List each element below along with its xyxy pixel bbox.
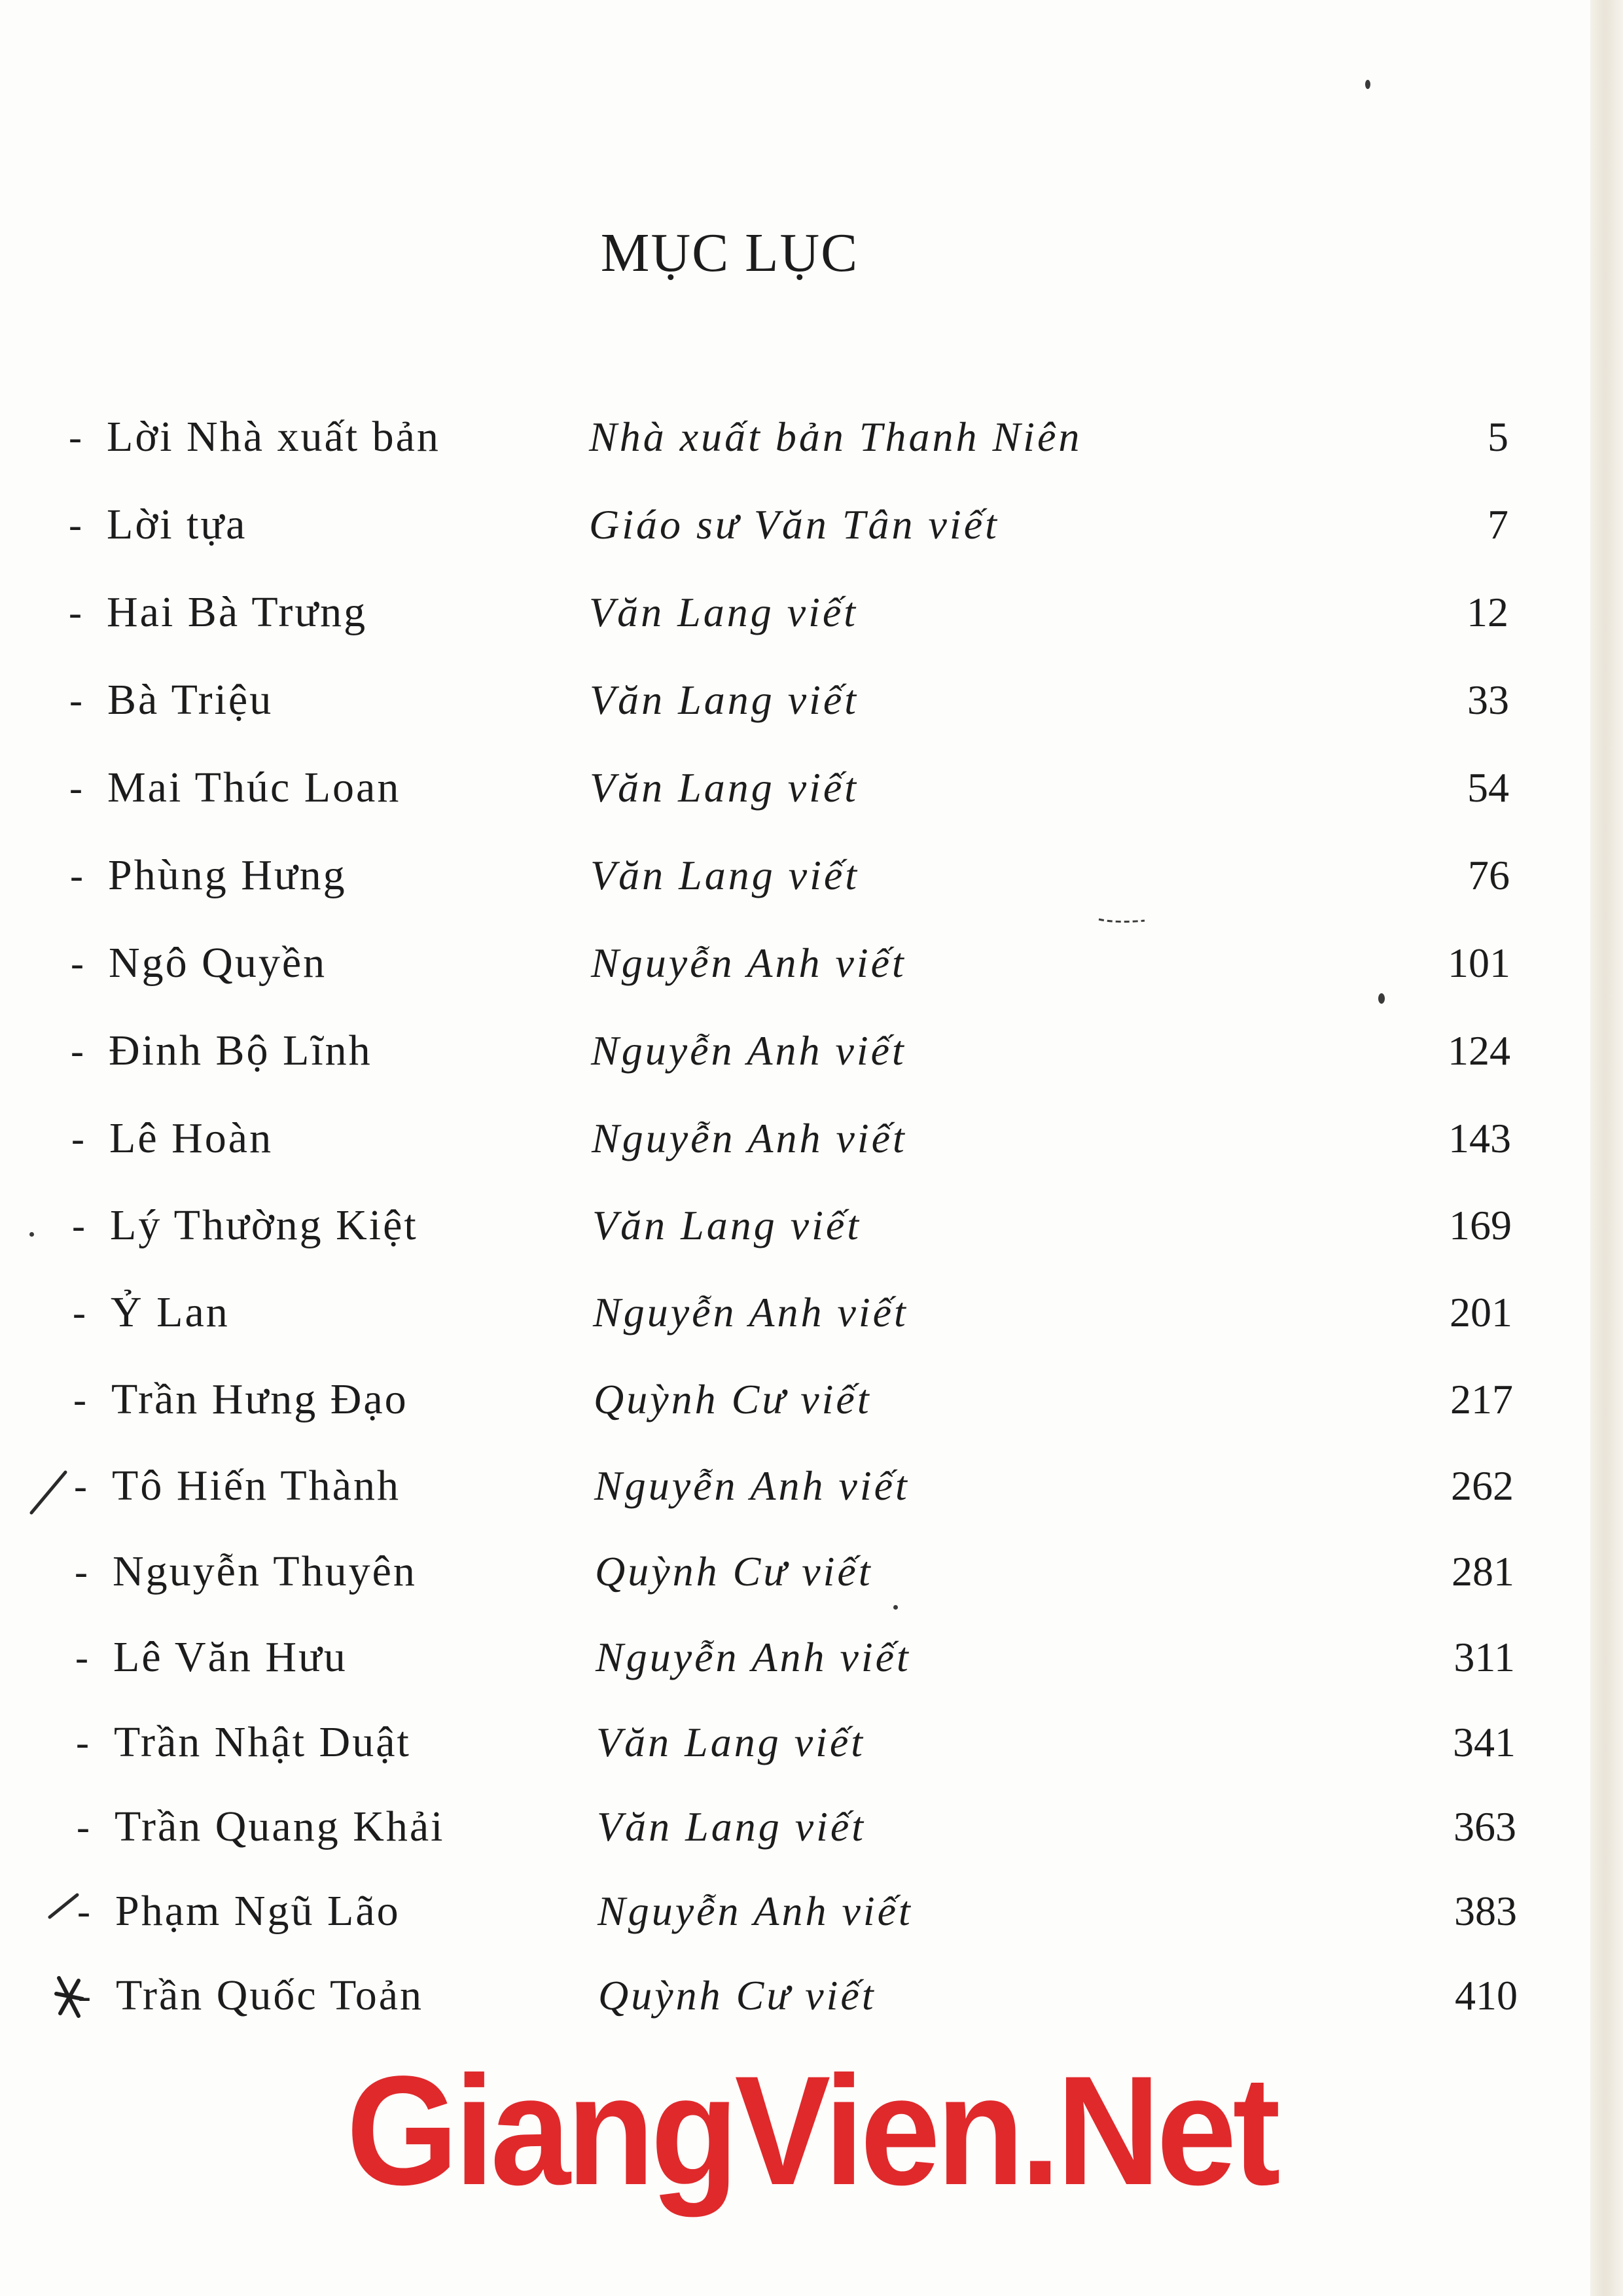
toc-entry-page: 12 [1467, 589, 1508, 635]
toc-entry-author: Văn Lang viết [589, 589, 859, 635]
toc-dash: - [71, 942, 84, 985]
toc-entry-title: Nguyễn Thuyên [113, 1547, 417, 1595]
toc-row [69, 667, 1509, 733]
toc-dash: - [69, 503, 82, 546]
toc-entry-page: 54 [1467, 764, 1509, 811]
toc-entry-author: Văn Lang viết [590, 764, 859, 811]
toc-entry-title: Lê Hoàn [109, 1114, 274, 1162]
toc-entry-author: Nguyễn Anh viết [593, 1289, 908, 1335]
toc-dash: - [75, 1550, 88, 1593]
toc-row [72, 1193, 1512, 1258]
ink-speck [1365, 80, 1370, 89]
toc-dash: - [69, 766, 82, 809]
toc-row [71, 1018, 1510, 1084]
toc-row [77, 1794, 1516, 1860]
toc-entry-author: Văn Lang viết [596, 1719, 866, 1765]
toc-dash: - [71, 1117, 84, 1160]
toc-entry-author: Văn Lang viết [597, 1803, 866, 1850]
toc-row [69, 755, 1509, 821]
toc-entry-page: 201 [1450, 1289, 1512, 1335]
toc-dash: - [69, 679, 82, 722]
toc-entry-author: Giáo sư Văn Tân viết [589, 501, 999, 548]
toc-dash: - [72, 1204, 85, 1247]
toc-entry-page: 124 [1448, 1027, 1510, 1074]
toc-entry-page: 169 [1449, 1202, 1512, 1248]
toc-entry-page: 363 [1454, 1803, 1516, 1850]
toc-entry-title: Đinh Bộ Lĩnh [109, 1027, 372, 1074]
toc-row [71, 930, 1510, 996]
toc-entry-page: 410 [1455, 1972, 1518, 2019]
toc-row [69, 492, 1508, 557]
toc-row [71, 1106, 1511, 1171]
toc-row [75, 1539, 1514, 1604]
toc-entry-title: Phạm Ngũ Lão [115, 1887, 401, 1935]
toc-entry-author: Nguyễn Anh viết [591, 940, 906, 986]
toc-entry-page: 341 [1453, 1719, 1516, 1765]
toc-entry-author: Văn Lang viết [590, 677, 859, 723]
toc-entry-title: Ngô Quyền [109, 939, 327, 987]
toc-entry-title: Bà Triệu [107, 676, 274, 724]
toc-entry-author: Nguyễn Anh viết [591, 1027, 906, 1074]
toc-dash: - [75, 1636, 88, 1679]
toc-row [75, 1625, 1515, 1690]
ink-smudge [1096, 913, 1149, 926]
toc-entry-author: Văn Lang viết [592, 1202, 862, 1248]
ink-speck [893, 1605, 898, 1610]
toc-dash: - [78, 1974, 91, 2017]
toc-entry-title: Trần Hưng Đạo [111, 1375, 408, 1423]
toc-entry-author: Nguyễn Anh viết [594, 1462, 910, 1509]
toc-entry-title: Lý Thường Kiệt [110, 1201, 418, 1249]
toc-row [69, 404, 1508, 470]
toc-entry-author: Văn Lang viết [590, 852, 860, 898]
toc-entry-page: 101 [1448, 940, 1510, 986]
toc-entry-title: Lời tựa [107, 501, 247, 548]
toc-entry-title: Ỷ Lan [111, 1288, 230, 1336]
toc-entry-page: 217 [1450, 1376, 1513, 1422]
toc-entry-title: Hai Bà Trưng [107, 588, 368, 636]
toc-entry-page: 143 [1448, 1115, 1511, 1161]
toc-row [73, 1367, 1513, 1432]
toc-dash: - [76, 1721, 89, 1764]
toc-dash: - [77, 1805, 90, 1848]
toc-entry-page: 76 [1468, 852, 1510, 898]
toc-entry-page: 7 [1488, 501, 1508, 548]
toc-entry-author: Quỳnh Cư viết [598, 1972, 876, 2019]
pencil-scribble-mark [52, 1973, 88, 2022]
toc-dash: - [73, 1291, 86, 1334]
page-title: MỤC LỤC [600, 222, 859, 283]
toc-dash: - [74, 1464, 87, 1508]
toc-dash: - [71, 1029, 84, 1072]
toc-entry-author: Nguyễn Anh viết [597, 1888, 913, 1934]
toc-entry-page: 262 [1451, 1462, 1514, 1509]
toc-entry-title: Lê Văn Hưu [113, 1633, 348, 1681]
pencil-tick-mark [26, 1466, 72, 1518]
toc-entry-title: Phùng Hưng [108, 851, 347, 899]
toc-entry-author: Quỳnh Cư viết [595, 1548, 873, 1595]
toc-dash: - [69, 415, 82, 459]
watermark-logo: GiangVien.Net [346, 2043, 1277, 2217]
pencil-tick-mark [46, 1884, 85, 1924]
toc-entry-page: 33 [1467, 677, 1509, 723]
toc-entry-title: Tô Hiến Thành [112, 1462, 401, 1510]
toc-entry-page: 383 [1454, 1888, 1517, 1934]
toc-row [70, 843, 1510, 908]
toc-entry-author: Nguyễn Anh viết [592, 1115, 907, 1161]
ink-speck [29, 1232, 34, 1237]
toc-dash: - [77, 1890, 90, 1933]
toc-row [69, 580, 1508, 645]
toc-entry-author: Nhà xuất bản Thanh Niên [589, 414, 1082, 460]
toc-entry-title: Mai Thúc Loan [107, 764, 401, 811]
toc-entry-title: Trần Quốc Toản [116, 1971, 424, 2019]
toc-entry-author: Nguyễn Anh viết [596, 1634, 911, 1680]
toc-row [74, 1453, 1514, 1519]
ink-speck [1378, 993, 1385, 1004]
toc-row [73, 1280, 1512, 1345]
toc-entry-title: Lời Nhà xuất bản [107, 413, 440, 461]
page-edge-shadow [1590, 0, 1623, 2296]
toc-entry-title: Trần Nhật Duật [114, 1718, 411, 1766]
toc-entry-title: Trần Quang Khải [115, 1803, 445, 1850]
toc-dash: - [73, 1378, 86, 1421]
toc-row [77, 1879, 1517, 1944]
toc-entry-page: 311 [1454, 1634, 1515, 1680]
toc-row [76, 1710, 1516, 1775]
toc-row [78, 1963, 1518, 2028]
toc-entry-author: Quỳnh Cư viết [594, 1376, 872, 1422]
toc-dash: - [70, 854, 83, 897]
toc-entry-page: 281 [1452, 1548, 1514, 1595]
toc-entry-page: 5 [1488, 414, 1508, 460]
toc-dash: - [69, 591, 82, 634]
